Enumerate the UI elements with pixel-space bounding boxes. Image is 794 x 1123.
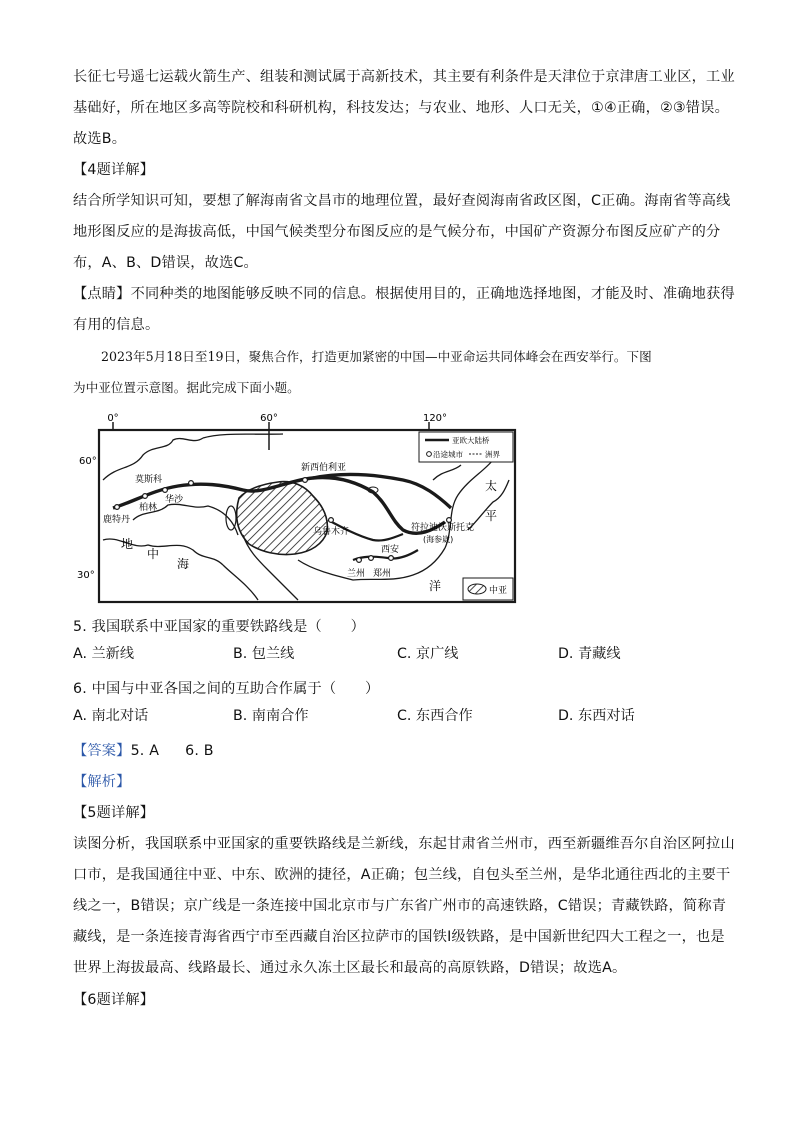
paragraph-dianjing (73, 279, 735, 341)
legend-railway-label: 亚欧大陆桥 (452, 436, 490, 445)
heading-text: 【5题详解】 (73, 805, 155, 821)
lon-label: 60° (260, 413, 278, 424)
option-d: D. 青藏线 (558, 646, 621, 662)
analysis-heading (73, 767, 721, 798)
map-svg (73, 410, 517, 606)
option-a: A. 南北对话 (73, 708, 149, 724)
dianjing-tag: 【点睛】 (73, 286, 131, 302)
question-stem: 6. 中国与中亚各国之间的互助合作属于（ ） (73, 681, 380, 697)
option-a: A. 兰新线 (73, 646, 135, 662)
answer-5: 5. A (130, 743, 160, 759)
option-d: D. 东西对话 (558, 708, 635, 724)
legend-central-asia-label: 中亚 (489, 586, 508, 596)
answer-row (73, 736, 721, 767)
question-5 (73, 612, 721, 643)
dianjing-text: 不同种类的地图能够反映不同的信息。根据使用目的，正确地选择地图，才能及时、准确地获得 (130, 286, 735, 302)
text-line: 布，A、B、D错误，故选C。 (73, 255, 258, 271)
text-line: 读图分析，我国联系中亚国家的重要铁路线是兰新线，东起甘肃省兰州市，西至新疆维吾尔自治区阿拉山 (73, 836, 735, 852)
legend-city-swatch (427, 452, 432, 457)
legend-border-label: 洲界 (485, 450, 500, 459)
city-label-lanzhou: 兰州 (347, 569, 366, 579)
answer-line (73, 736, 721, 767)
ocean-label: 太 (485, 479, 498, 493)
lon-label: 0° (107, 413, 119, 424)
paragraph-q4-explanation (73, 186, 731, 279)
city-label-warsaw: 华沙 (165, 495, 184, 505)
text-line: 2023年5月18日至19日，聚焦合作，打造更加紧密的中国—中亚命运共同体峰会在西安举行。下图 (101, 349, 652, 364)
question-6 (73, 674, 721, 705)
text-line: 藏线，是一条连接青海省西宁市至西藏自治区拉萨市的国铁Ⅰ级铁路，是中国新世纪四大工程之一，也是 (73, 929, 725, 945)
legend-central-asia-swatch (468, 584, 486, 594)
lon-label: 120° (422, 413, 448, 424)
option-c: C. 京广线 (397, 646, 459, 662)
option-c: C. 东西合作 (397, 708, 473, 724)
sea-label: 海 (177, 557, 190, 571)
text-line: 有用的信息。 (73, 317, 160, 333)
question-stem: 5. 我国联系中亚国家的重要铁路线是（ ） (73, 619, 366, 635)
central-asia-location-map (73, 410, 517, 606)
ocean-label: 洋 (429, 579, 442, 593)
city-label-berlin: 柏林 (139, 503, 158, 513)
text-line: 口市，是我国通往中亚、中东、欧洲的捷径，A正确；包兰线，自包头至兰州，是华北通往西北的主要干 (73, 867, 731, 883)
option-b: B. 南南合作 (233, 708, 309, 724)
text-line (73, 279, 735, 310)
city-label-rotterdam: 鹿特丹 (103, 515, 131, 525)
paragraph-q5-explanation (73, 829, 735, 984)
option-b: B. 包兰线 (233, 646, 295, 662)
question-intro (73, 341, 721, 403)
city-label-haishenwai: (海参崴) (423, 535, 454, 544)
question-6-options (73, 705, 723, 736)
heading-text: 【6题详解】 (73, 992, 155, 1008)
text-line: 世界上海拔最高、线路最长、通过永久冻土区最长和最高的高原铁路，D错误；故选A。 (73, 960, 627, 976)
legend-city-label: 沿途城市 (433, 450, 463, 459)
city-label-urumqi: 乌鲁木齐 (313, 527, 350, 537)
analysis-tag: 【解析】 (73, 774, 131, 790)
sea-label: 地 (121, 537, 134, 551)
text-line: 线之一，B错误；京广线是一条连接中国北京市与广东省广州市的高速铁路，C错误；青藏铁路，简称青 (73, 898, 727, 914)
city-label-moscow: 莫斯科 (135, 475, 163, 485)
heading-q5-detail (73, 798, 721, 829)
city-label-xian: 西安 (381, 545, 400, 555)
city-label-novosibirsk: 新西伯利亚 (301, 463, 347, 473)
paragraph-q3-explanation (73, 62, 735, 155)
text-line: 基础好，所在地区多高等院校和科研机构，科技发达；与农业、地形、人口无关，①④正确，②③错误。 (73, 100, 729, 116)
sea-label: 中 (147, 547, 160, 561)
map-legend (419, 432, 513, 462)
text-line: 结合所学知识可知，要想了解海南省文昌市的地理位置，最好查阅海南省政区图，C正确。海南省等高线 (73, 193, 731, 209)
city-label-zhengzhou: 郑州 (373, 569, 392, 579)
heading-q4-detail (73, 155, 721, 186)
heading-q6-detail (73, 985, 721, 1016)
text-line: 为中亚位置示意图。据此完成下面小题。 (73, 380, 300, 395)
answer-6: 6. B (185, 743, 214, 759)
lat-label: 30° (77, 570, 95, 581)
answer-tag: 【答案】 (73, 743, 131, 759)
text-line: 长征七号遥七运载火箭生产、组装和测试属于高新技术，其主要有利条件是天津位于京津唐工业区，工业 (73, 69, 735, 85)
heading-text: 【4题详解】 (73, 162, 155, 178)
city-label-vladivostok: 符拉迪沃斯托克 (411, 523, 475, 533)
text-line: 故选B。 (73, 131, 127, 147)
map-legend-central-asia (463, 578, 513, 600)
ocean-label: 平 (485, 509, 498, 523)
text-line: 地形图反应的是海拔高低，中国气候类型分布图反应的是气候分布，中国矿产资源分布图反应矿产的分 (73, 224, 721, 240)
lat-label: 60° (79, 456, 97, 467)
question-5-options (73, 643, 723, 674)
